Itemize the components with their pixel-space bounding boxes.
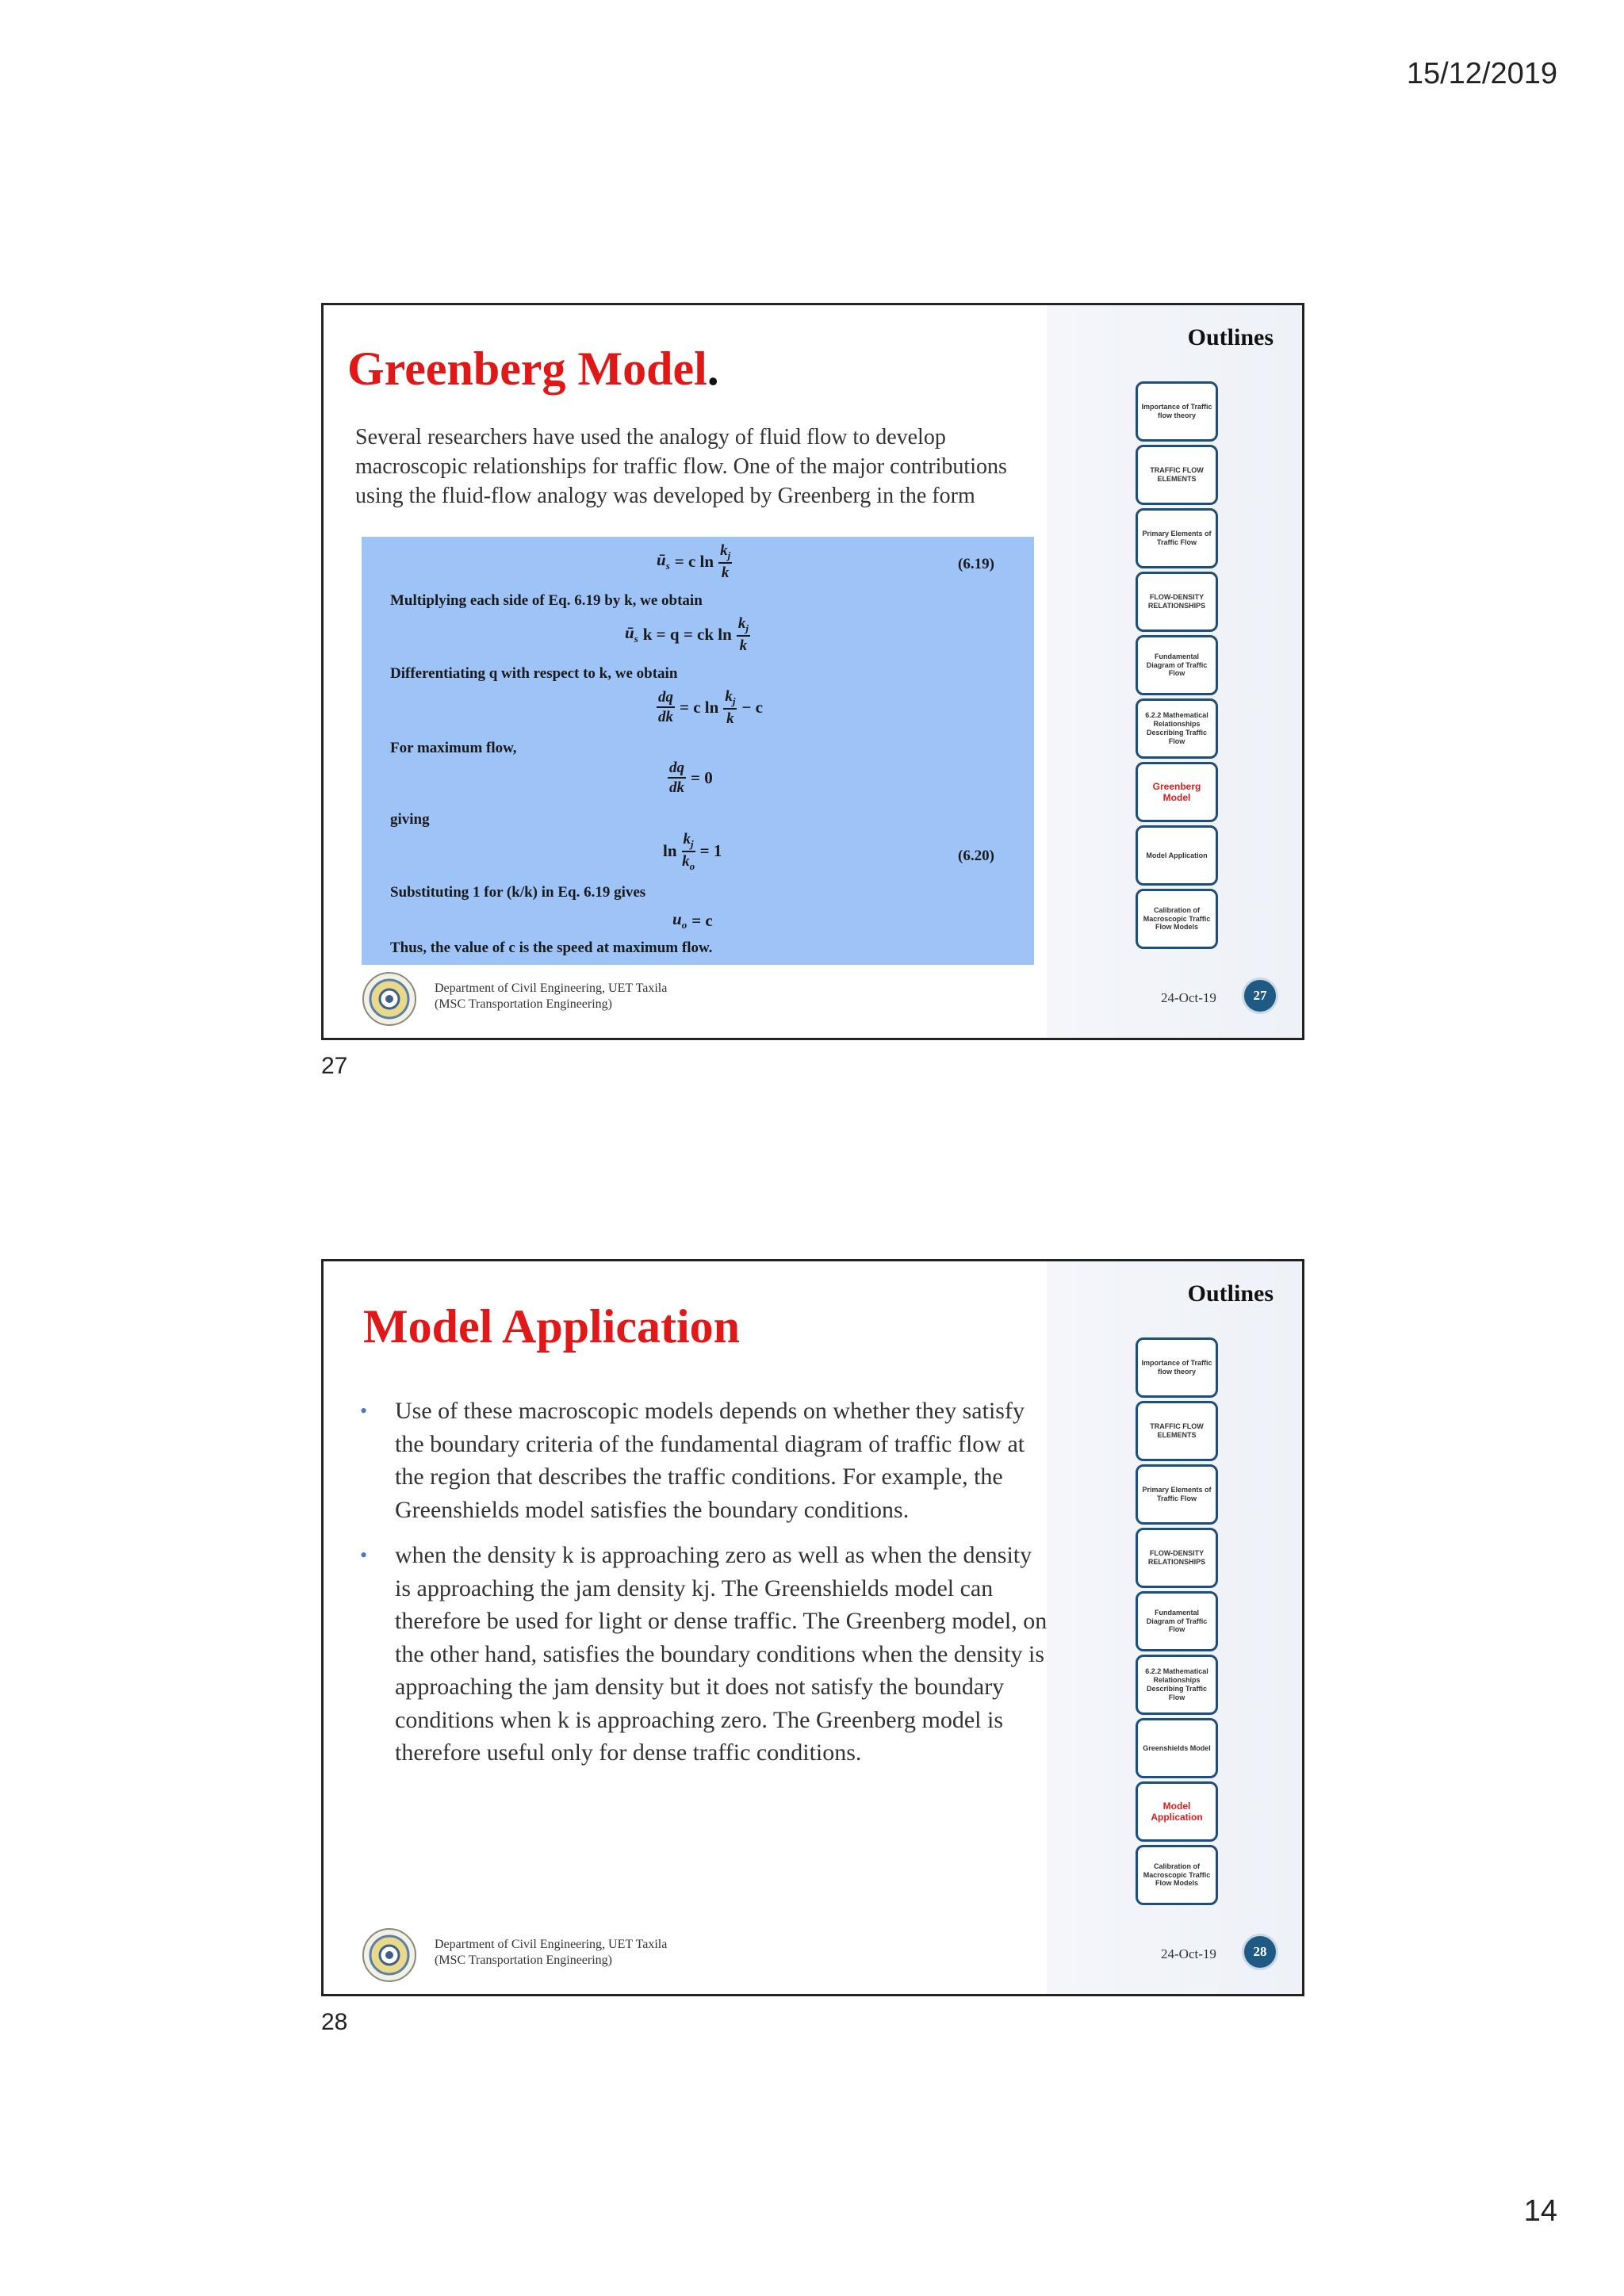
outline-list xyxy=(1136,1337,1218,1908)
outline-item[interactable]: 6.2.2 Mathematical Relationships Describing Traffic Flow xyxy=(1136,1655,1218,1715)
equation-text: Substituting 1 for (k/k) in Eq. 6.19 gives xyxy=(390,884,646,901)
outline-item[interactable]: Primary Elements of Traffic Flow xyxy=(1136,1464,1218,1525)
equation-6-19: $ū_s$ = c ln $\frac{k_j}{k}$ xyxy=(657,542,731,581)
slide-title: Model Application xyxy=(363,1300,741,1353)
outlines-title: Outlines xyxy=(1187,1280,1274,1307)
equation-text: giving xyxy=(390,811,430,828)
slide-title xyxy=(347,342,719,396)
slide-footer xyxy=(362,971,1274,1027)
outline-item[interactable]: FLOW-DENSITY RELATIONSHIPS xyxy=(1136,1528,1218,1588)
outline-item[interactable]: TRAFFIC FLOW ELEMENTS xyxy=(1136,445,1218,505)
university-seal-icon xyxy=(362,1927,417,1983)
slide-27 xyxy=(321,303,1304,1040)
outline-item[interactable]: Fundamental Diagram of Traffic Flow xyxy=(1136,1591,1218,1651)
equation-text: Multiplying each side of Eq. 6.19 by k, we obtain xyxy=(390,592,703,609)
equation-number: (6.19) xyxy=(958,556,994,572)
bullet-icon: • xyxy=(360,1399,368,1422)
outline-item[interactable]: Fundamental Diagram of Traffic Flow xyxy=(1136,635,1218,695)
outline-item[interactable]: Calibration of Macroscopic Traffic Flow Models xyxy=(1136,889,1218,949)
equation-text: For maximum flow, xyxy=(390,740,517,756)
university-seal-icon xyxy=(362,971,417,1027)
slide-footer xyxy=(362,1927,1274,1983)
outline-item[interactable]: Importance of Traffic flow theory xyxy=(1136,1337,1218,1398)
slide-number-badge: 27 xyxy=(1242,978,1278,1014)
slide-caption: 28 xyxy=(321,2009,348,2035)
slide-caption: 27 xyxy=(321,1053,348,1079)
equation-flow: $ū_s$ k = q = ck ln $\frac{k_j}{k}$ xyxy=(625,615,749,654)
outline-item-active[interactable]: Greenberg Model xyxy=(1136,762,1218,822)
bullet-icon: • xyxy=(360,1544,368,1567)
outline-item[interactable]: FLOW-DENSITY RELATIONSHIPS xyxy=(1136,572,1218,632)
department-name: Department of Civil Engineering, UET Taxila (MSC Transportation Engineering) xyxy=(435,982,668,1011)
equation-text: Differentiating q with respect to k, we obtain xyxy=(390,665,678,682)
bullet-item: • Use of these macroscopic models depends on whether they satisfy the boundary criteria of the fundamental diagram of traffic flow at the region that describes the traffic conditions. For example, the Greenshields model satisfies the boundary conditions. xyxy=(355,1395,1053,1526)
outline-item[interactable]: Importance of Traffic flow theory xyxy=(1136,381,1218,442)
equation-text: Thus, the value of c is the speed at maximum flow. xyxy=(390,939,713,956)
outline-item[interactable]: TRAFFIC FLOW ELEMENTS xyxy=(1136,1401,1218,1461)
intro-text: Several researchers have used the analogy of fluid flow to develop macroscopic relationships for traffic flow. One of the major contributions using the fluid-flow analogy was developed by Greenberg in the form xyxy=(355,425,1007,508)
outlines-title: Outlines xyxy=(1187,324,1274,350)
slide-number-badge: 28 xyxy=(1242,1934,1278,1970)
outline-item[interactable]: Calibration of Macroscopic Traffic Flow Models xyxy=(1136,1845,1218,1905)
page-date: 15/12/2019 xyxy=(1406,57,1557,90)
outline-item[interactable]: Model Application xyxy=(1136,825,1218,886)
equation-derivative: $\frac{dq}{dk}$ = c ln $\frac{k_j}{k}$ − c xyxy=(658,688,763,727)
outline-item[interactable]: Primary Elements of Traffic Flow xyxy=(1136,508,1218,568)
slide-title-text: Greenberg Model xyxy=(347,342,707,395)
equation-image xyxy=(362,537,1034,965)
slide-28 xyxy=(321,1259,1304,1996)
outline-list xyxy=(1136,381,1218,952)
department-name: Department of Civil Engineering, UET Taxila (MSC Transportation Engineering) xyxy=(435,1938,668,1967)
equation-max-flow: $\frac{dq}{dk}$ = 0 xyxy=(669,760,713,796)
outline-item[interactable]: Greenshields Model xyxy=(1136,1718,1218,1778)
outline-item[interactable]: 6.2.2 Mathematical Relationships Describing Traffic Flow xyxy=(1136,698,1218,759)
equation-6-20: ln $\frac{k_j}{k_o}$ = 1 xyxy=(663,831,722,872)
page-number: 14 xyxy=(1523,2195,1557,2228)
bullet-list xyxy=(355,1395,1053,1782)
footer-date: 24-Oct-19 xyxy=(1161,990,1216,1005)
equation-number: (6.20) xyxy=(958,848,994,864)
outline-item-active[interactable]: Model Application xyxy=(1136,1781,1218,1842)
slide-title-dot: . xyxy=(707,342,719,395)
bullet-item: • when the density k is approaching zero as well as when the density is approaching the jam density kj. The Greenshields model can therefore be used for light or dense traffic. The Greenberg model, on the other hand, satisfies the boundary conditions when the density is approaching the jam density but it does not satisfy the boundary conditions when k is approaching zero. The Greenberg model is therefore useful only for dense traffic conditions. xyxy=(355,1539,1053,1770)
footer-date: 24-Oct-19 xyxy=(1161,1946,1216,1961)
equation-speed: $u_o$ = c xyxy=(672,909,713,932)
